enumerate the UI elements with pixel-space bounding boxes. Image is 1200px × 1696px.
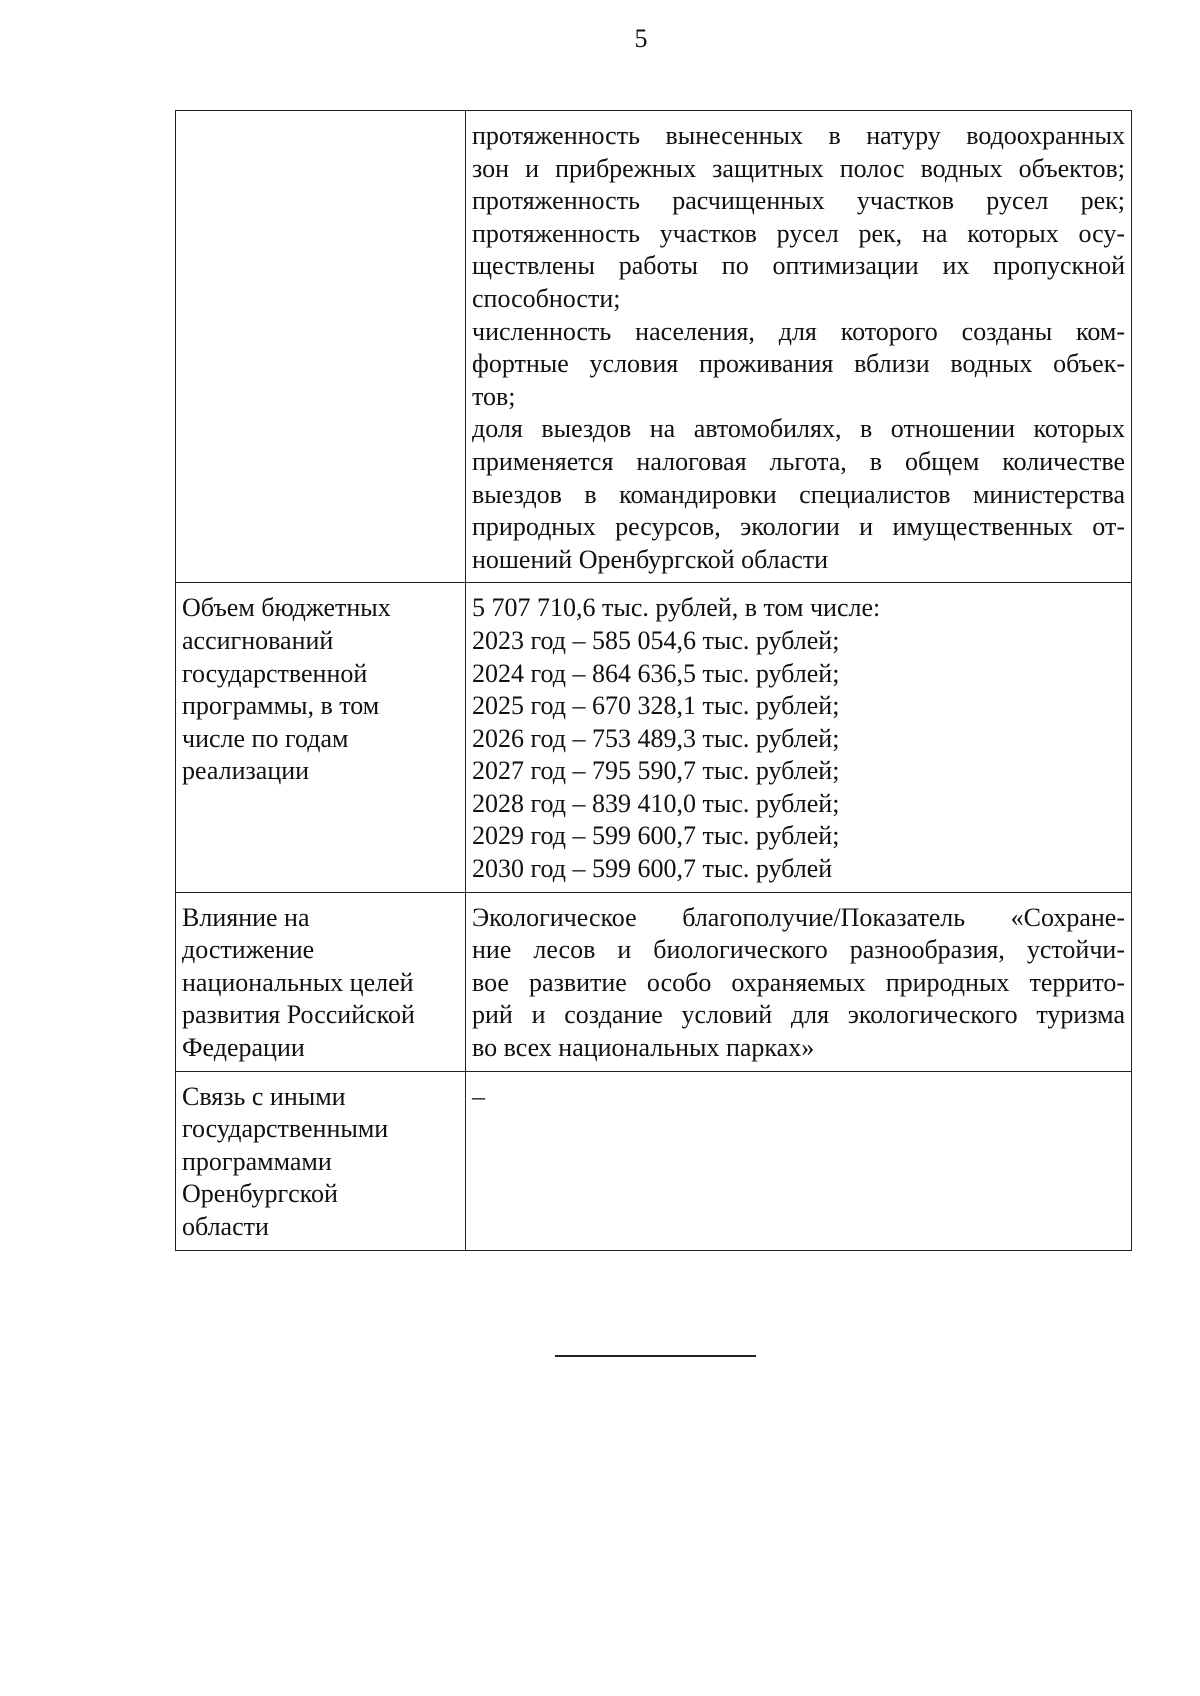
budget-year-line: 2025 год – 670 328,1 тыс. рублей; xyxy=(472,691,840,721)
text-line: доля выездов на автомобилях, в отношении которых xyxy=(472,414,1125,444)
text-line: применяется налоговая льгота, в общем количестве xyxy=(472,446,1125,476)
text-line: протяженность участков русел рек, на которых осу- xyxy=(472,218,1125,248)
table-row-indicators xyxy=(176,111,1132,583)
text-line: Влияние на xyxy=(182,902,310,932)
label-cell-related-programs xyxy=(176,1071,466,1250)
text-line: ществлены работы по оптимизации их пропускной xyxy=(472,251,1125,281)
budget-year-line: 2023 год – 585 054,6 тыс. рублей; xyxy=(472,625,840,655)
related-programs-label xyxy=(176,1072,465,1250)
text-line: Оренбургской xyxy=(182,1179,338,1209)
text-line: численность населения, для которого созданы ком- xyxy=(472,316,1125,346)
text-line: Федерации xyxy=(182,1033,305,1063)
text-line: рий и создание условий для экологического туризма xyxy=(472,1000,1125,1030)
text-line: Связь с иными xyxy=(182,1081,346,1111)
text-line: государственными xyxy=(182,1114,389,1144)
text-line: национальных целей xyxy=(182,967,414,997)
label-cell-budget xyxy=(176,583,466,892)
table-row-national-goals xyxy=(176,892,1132,1071)
text-line: протяженность вынесенных в натуру водоохранных xyxy=(472,121,1125,150)
text-line: достижение xyxy=(182,935,315,965)
label-cell-indicators xyxy=(176,111,466,583)
budget-year-line: 2028 год – 839 410,0 тыс. рублей; xyxy=(472,788,840,818)
program-passport-table xyxy=(175,110,1132,1251)
dash-placeholder: – xyxy=(472,1081,485,1111)
budget-year-line: 2024 год – 864 636,5 тыс. рублей; xyxy=(472,658,840,688)
text-line: программы, в том xyxy=(182,691,380,721)
budget-year-line: 2027 год – 795 590,7 тыс. рублей; xyxy=(472,756,840,786)
table-row-budget xyxy=(176,583,1132,892)
text-line: программами xyxy=(182,1146,332,1176)
budget-total: 5 707 710,6 тыс. рублей, в том числе: xyxy=(472,593,881,623)
text-line: зон и прибрежных защитных полос водных объектов; xyxy=(472,153,1125,183)
text-line: области xyxy=(182,1212,269,1241)
content-cell-national-goals xyxy=(466,892,1132,1071)
text-line: числе по годам xyxy=(182,723,349,753)
text-line: развития Российской xyxy=(182,1000,415,1030)
text-line: способности; xyxy=(472,283,621,313)
budget-year-line: 2030 год – 599 600,7 тыс. рублей xyxy=(472,854,833,884)
indicators-text xyxy=(466,111,1131,582)
text-line: тов; xyxy=(472,381,516,411)
budget-year-line: 2026 год – 753 489,3 тыс. рублей; xyxy=(472,723,840,753)
label-cell-national-goals xyxy=(176,892,466,1071)
text-line: протяженность расчищенных участков русел рек; xyxy=(472,186,1125,216)
end-of-document-rule xyxy=(555,1355,756,1357)
national-goals-label xyxy=(176,893,465,1071)
budget-year-line: 2029 год – 599 600,7 тыс. рублей; xyxy=(472,821,840,851)
label-text xyxy=(176,111,465,126)
content-cell-indicators xyxy=(466,111,1132,583)
related-programs-value xyxy=(466,1072,1131,1120)
text-line: ношений Оренбургской области xyxy=(472,544,829,574)
text-line: фортные условия проживания вблизи водных объек- xyxy=(472,349,1125,379)
text-line: природных ресурсов, экологии и имущественных от- xyxy=(472,512,1125,542)
table-row-related-programs xyxy=(176,1071,1132,1250)
page-number: 5 xyxy=(634,24,648,53)
content-cell-related-programs xyxy=(466,1071,1132,1250)
national-goals-text xyxy=(466,893,1131,1071)
content-cell-budget xyxy=(466,583,1132,892)
budget-values xyxy=(466,583,1131,891)
text-line: во всех национальных парках» xyxy=(472,1033,815,1063)
budget-label xyxy=(176,583,465,794)
text-line: ние лесов и биологического разнообразия, устойчи- xyxy=(472,935,1125,965)
text-line: государственной xyxy=(182,658,368,688)
text-line: Экологическое благополучие/Показатель «Сохране- xyxy=(472,902,1125,932)
text-line: вое развитие особо охраняемых природных террито- xyxy=(472,967,1125,997)
text-line: реализации xyxy=(182,756,310,786)
text-line: Объем бюджетных xyxy=(182,593,391,623)
text-line: ассигнований xyxy=(182,625,334,655)
text-line: выездов в командировки специалистов министерства xyxy=(472,479,1125,509)
